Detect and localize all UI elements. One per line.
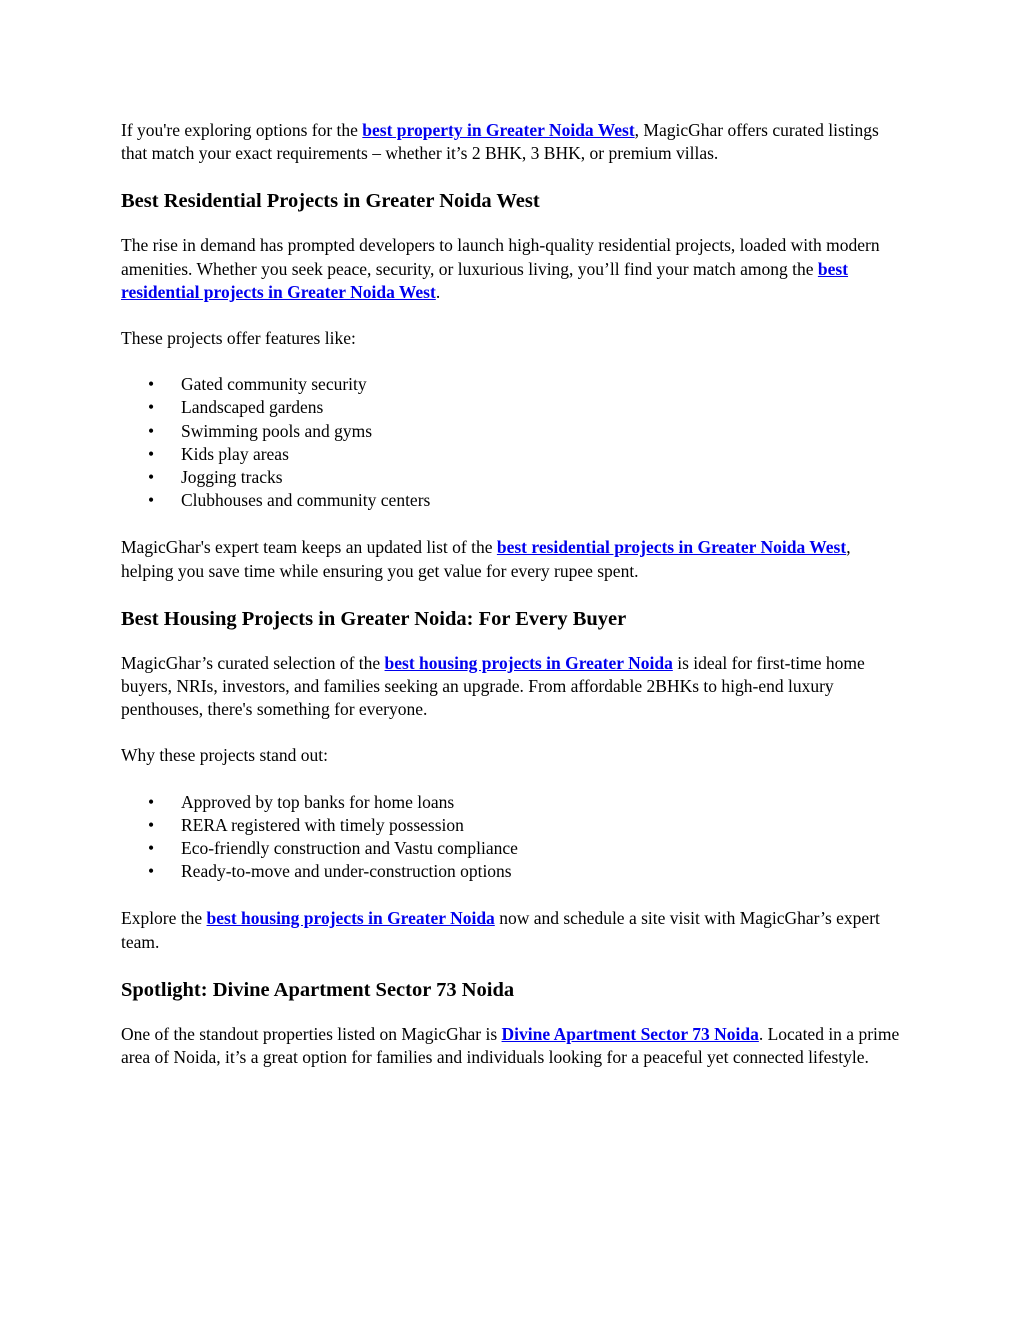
bullet-icon: • [148,443,155,464]
section-heading-housing: Best Housing Projects in Greater Noida: For Every Buyer [121,607,627,630]
bullet-icon: • [148,467,155,488]
list-item [148,443,901,466]
reasons-list [121,791,901,884]
bullet-icon: • [148,814,155,835]
intro-paragraph [121,119,901,165]
bullet-icon: • [148,420,155,441]
list-item-text: Gated community security [181,374,367,395]
document-page [121,119,901,1092]
list-item-text: Approved by top banks for home loans [181,791,455,812]
list-item [148,837,901,860]
spotlight-text: One of the standout properties listed on MagicGhar is [121,1023,502,1044]
bullet-icon: • [148,838,155,859]
features-list [121,373,901,512]
list-item [148,396,901,419]
expert-team-paragraph [121,536,901,582]
best-housing-projects-link[interactable]: best housing projects in Greater Noida [384,652,673,673]
residential-paragraph [121,234,901,304]
list-item [148,489,901,512]
section-heading-residential: Best Residential Projects in Greater Noida West [121,190,540,213]
best-residential-projects-link[interactable]: best residential projects in Greater Noida West [121,258,849,302]
reasons-intro: Why these projects stand out: [121,745,329,766]
housing-text-end: is ideal for first-time home buyers, NRIs, investors, and families seeking an upgrade. From affordable 2BHKs to high-end luxury penthouses, there's something for everyone. [121,652,865,720]
list-item-text: Jogging tracks [181,467,283,488]
residential-text: The rise in demand has prompted developers to launch high-quality residential projects, loaded with modern amenities. Whether you seek peace, security, or luxurious living, you’ll find your match among the [121,235,880,279]
bullet-icon: • [148,791,155,812]
intro-text: If you're exploring options for the [121,120,363,140]
list-item-text: Eco-friendly construction and Vastu compliance [181,838,518,859]
list-item-text: RERA registered with timely possession [181,814,464,835]
spotlight-text-end: . Located in a prime area of Noida, it’s a great option for families and individuals looking for a peaceful yet connected lifestyle. [121,1023,900,1068]
bullet-icon: • [148,490,155,511]
bullet-icon: • [148,861,155,882]
list-item [148,466,901,489]
spotlight-paragraph [121,1023,901,1069]
expert-team-text: MagicGhar's expert team keeps an updated list of the [121,537,497,558]
bullet-icon: • [148,374,155,395]
best-residential-projects-link-2[interactable]: best residential projects in Greater Noida West [496,537,847,558]
list-item [148,814,901,837]
expert-team-text-end: , helping you save time while ensuring you get value for every rupee spent. [121,537,851,581]
list-item-text: Clubhouses and community centers [181,490,431,511]
best-property-link[interactable]: best property in Greater Noida West [362,120,635,140]
explore-text-end: now and schedule a site visit with MagicGhar’s expert team. [121,908,880,952]
housing-text: MagicGhar’s curated selection of the [121,652,385,673]
list-item [148,420,901,443]
section-heading-spotlight: Spotlight: Divine Apartment Sector 73 Noida [121,978,515,1001]
explore-text: Explore the [121,908,207,929]
list-item-text: Landscaped gardens [181,397,324,418]
list-item [148,373,901,396]
best-housing-projects-link-2[interactable]: best housing projects in Greater Noida [206,908,495,929]
features-intro: These projects offer features like: [121,328,356,349]
list-item-text: Ready-to-move and under-construction options [181,861,512,882]
divine-apartment-link[interactable]: Divine Apartment Sector 73 Noida [501,1023,759,1044]
intro-text-end: , MagicGhar offers curated listings that match your exact requirements – whether it’s 2 BHK, 3 BHK, or premium villas. [121,120,879,164]
list-item-text: Kids play areas [181,443,289,464]
residential-text-end: . [435,281,441,302]
explore-paragraph [121,907,901,953]
bullet-icon: • [148,397,155,418]
list-item-text: Swimming pools and gyms [181,420,373,441]
list-item [148,860,901,883]
list-item [148,791,901,814]
housing-paragraph [121,652,901,722]
